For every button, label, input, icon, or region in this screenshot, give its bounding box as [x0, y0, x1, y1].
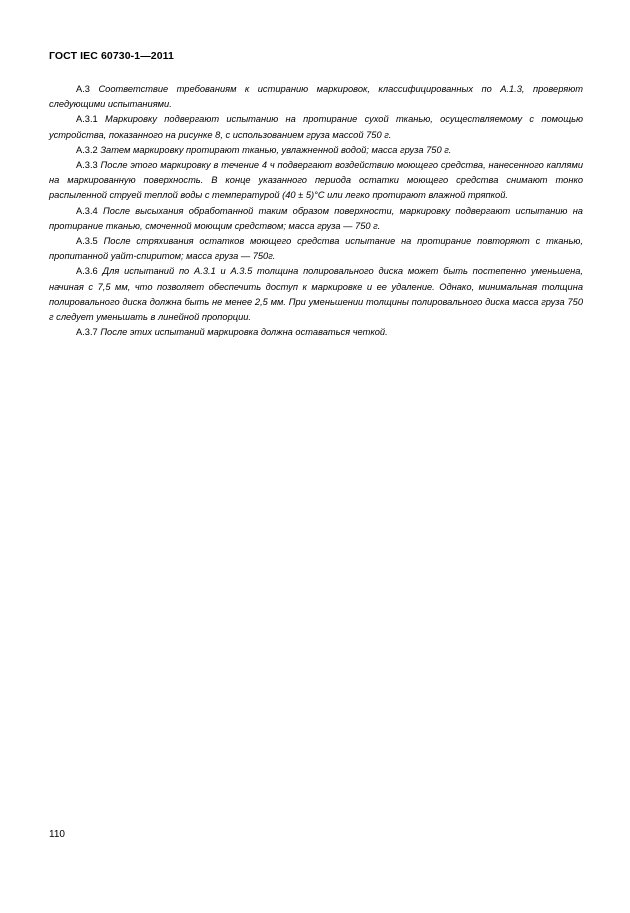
document-standard-code: ГОСТ IEC 60730-1—2011 [49, 50, 174, 62]
paragraph-number: А.3.2 [76, 144, 98, 155]
paragraph-text: Маркировку подвергают испытанию на протирание сухой тканью, осуществляемому с помощью устройства, показанного на рисунке 8, с использованием груза массой 750 г. [49, 114, 583, 140]
page-number: 110 [49, 829, 65, 840]
paragraph-text: После высыхания обработанной таким образом поверхности, маркировку подвергают испытанию на протирание тканью, смоченной моющим средством; масса груза — 750 г. [49, 205, 583, 231]
paragraph-a3-1 [49, 112, 583, 142]
paragraph-text: После этих испытаний маркировка должна оставаться четкой. [100, 327, 388, 338]
paragraph-a3-7 [49, 325, 583, 340]
paragraph-number: А.3.3 [76, 160, 98, 171]
paragraph-a3-5 [49, 234, 583, 264]
paragraph-number: А.3 [76, 84, 90, 94]
document-body [49, 82, 583, 340]
paragraph-number: А.3.4 [76, 205, 98, 216]
paragraph-text: После этого маркировку в течение 4 ч подвергают воздействию моющего средства, нанесенного каплями на маркированную поверхность. В конце указанного периода остатки моющего средства снимают тонко распыленной струей теплой воды с температурой (40 ± 5)°С или легко протирают влажной тряпкой. [49, 160, 583, 201]
paragraph-text: Соответствие требованиям к истиранию маркировок, классифицированных по А.1.3, проверяют следующими испытаниями. [49, 84, 583, 110]
paragraph-number: А.3.1 [76, 114, 98, 125]
paragraph-text: После стряхивания остатков моющего средства испытание на протирание повторяют с тканью, пропитанной уайт-спиритом; масса груза — 750г. [49, 236, 583, 262]
paragraph-number: А.3.6 [76, 266, 98, 277]
paragraph-number: А.3.7 [76, 327, 98, 338]
paragraph-number: А.3.5 [76, 236, 98, 247]
paragraph-text: Для испытаний по А.3.1 и А.3.5 толщина полировального диска может быть постепенно уменьшена, начиная с 7,5 мм, что позволяет обеспечить доступ к маркировке и ее удаление. Однако, минимальная толщина полировального диска должна быть не менее 2,5 мм. При уменьшении толщины полировального диска масса груза 750 г следует уменьшать в линейной пропорции. [49, 266, 583, 323]
paragraph-a3-2 [49, 143, 583, 158]
paragraph-text: Затем маркировку протирают тканью, увлажненной водой; масса груза 750 г. [100, 144, 452, 155]
paragraph-a3 [49, 82, 583, 112]
paragraph-a3-3 [49, 158, 583, 204]
paragraph-a3-6 [49, 264, 583, 325]
paragraph-a3-4 [49, 204, 583, 234]
